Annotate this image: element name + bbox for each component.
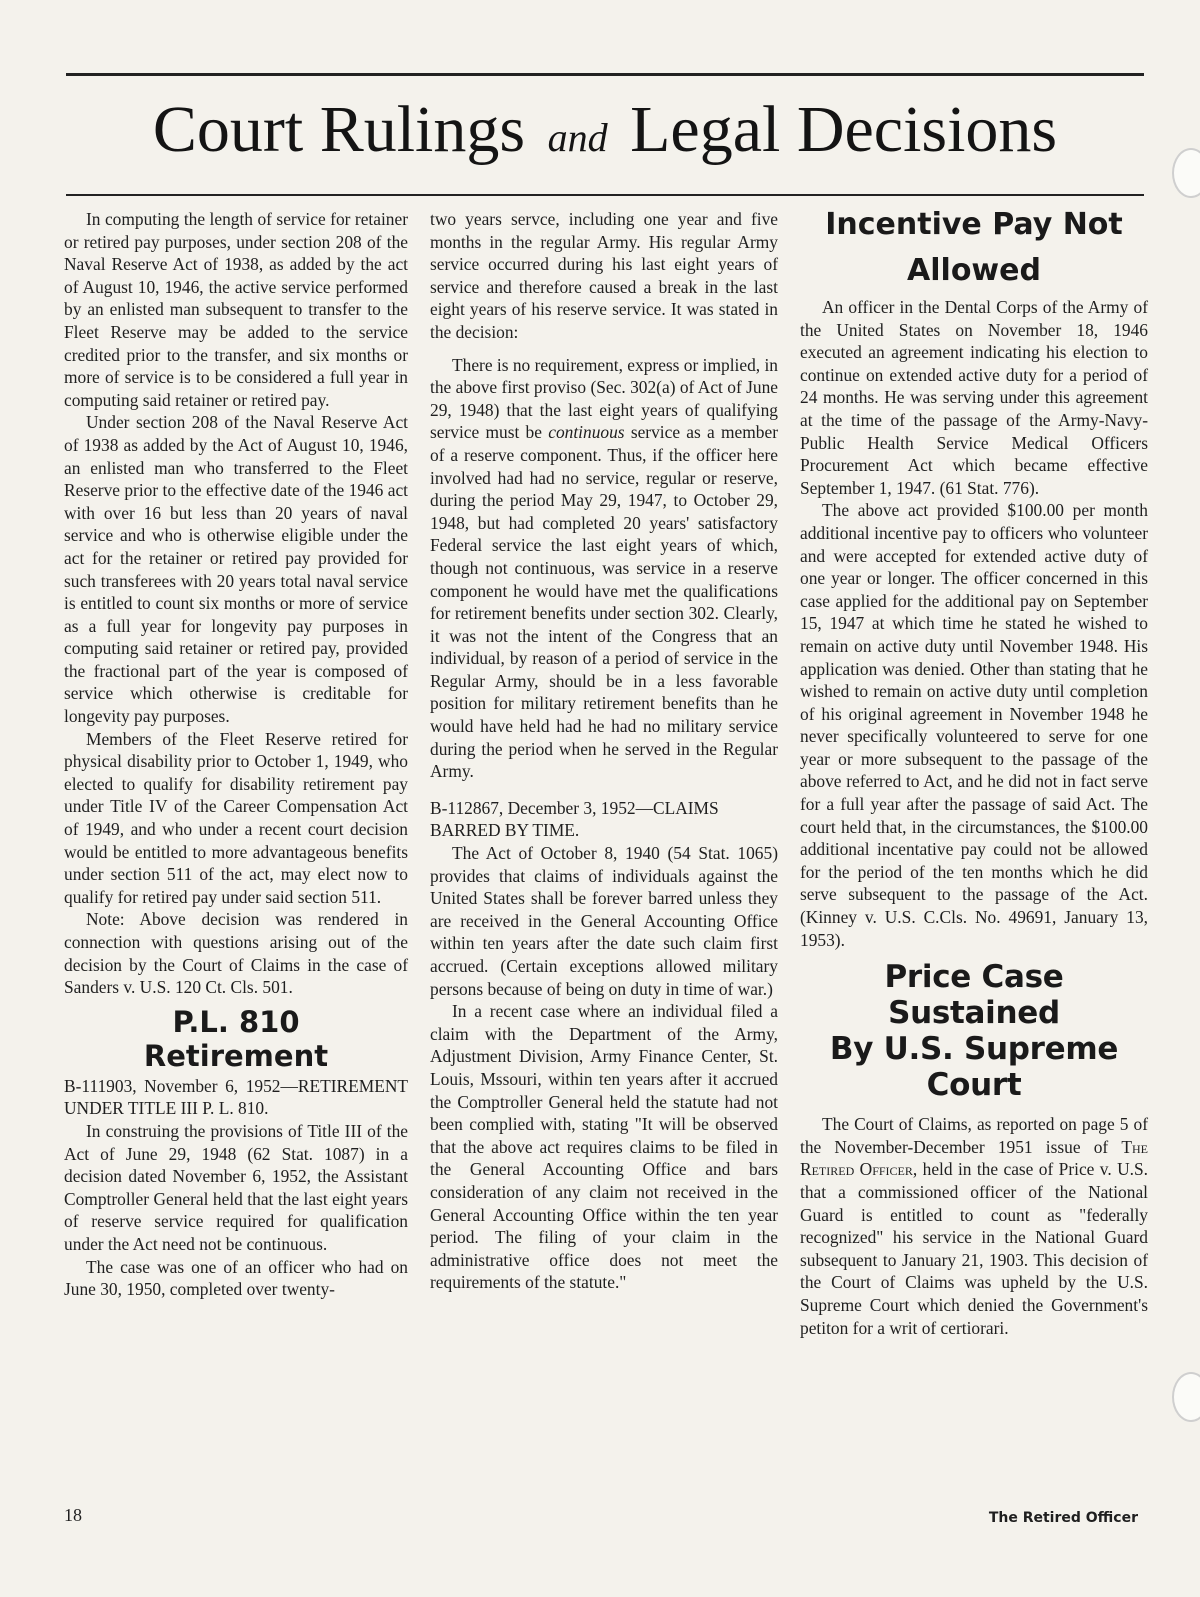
heading-line: Allowed: [907, 253, 1041, 288]
paragraph: The above act provided $100.00 per month additional incentive pay to officers who volunteer and were accepted for extended active duty of one year or longer. The officer concerned in this case applied for the additional pay on September 15, 1947 at which time he stated he wished to remain on active duty until November 1948. His application was denied. Other than stating that he wished to remain on active duty until completion of his original agreement in November 1948 he never specifically volunteered to serve for one year or more subsequent to the passage of the above referred to Act, and he did not in fact serve for a full year after the passage of said Act. The court held that, in the circumstances, the $100.00 additional incentative pay could not be allowed for the period of the ten months which he did serve subsequent to the passage of the Act. (Kinney v. U.S. C.Cls. No. 49691, January 13, 1953).: [800, 500, 1148, 950]
page-number: 18: [64, 1505, 82, 1525]
heading-line: By U.S. Supreme Court: [829, 1031, 1119, 1104]
paragraph: Members of the Fleet Reserve retired for physical disability prior to October 1, 1949, who elected to qualify for disability retirement pay under Title IV of the Career Compensation Act of 1949, and who under a recent court decision would be entitled to more advantageous benefits under section 511 of the act, may elect now to qualify for retired pay under said section 511.: [64, 728, 408, 907]
heading-line: P.L. 810: [172, 1004, 300, 1039]
case-reference: B-111903, November 6, 1952—RETIREMENT UNDER TITLE III P. L. 810.: [64, 1075, 408, 1119]
paragraph: Note: Above decision was rendered in connection with questions arising out of the decision by the Court of Claims in the case of Sanders v. U.S. 120 Ct. Cls. 501.: [64, 909, 408, 998]
title-and: and: [547, 115, 608, 160]
column-2: [430, 208, 778, 1294]
title-part-2: Legal Decisions: [630, 93, 1058, 166]
top-rule: [66, 73, 1144, 76]
paragraph: The case was one of an officer who had on June 30, 1950, completed over twenty-: [64, 1256, 408, 1300]
paragraph: In computing the length of service for retainer or retired pay purposes, under section 208 of the Naval Reserve Act of 1938, as added by the act of August 10, 1946, the active service performed by an enlisted man subsequent to transfer to the Fleet Reserve may be added to the service credited prior to the transfer, and six months or more of service is to be considered a full year in computing said retainer or retired pay.: [64, 209, 408, 410]
paragraph: two years servce, including one year and five months in the regular Army. His regular Army service occurred during his last eight years of service and therefore caused a break in the last eight years of his reserve service. It was stated in the decision:: [430, 209, 778, 342]
paragraph-text: The Court of Claims, as reported on page 5 of the November-December 1951 issue of: [800, 1114, 1148, 1157]
paragraph: Under section 208 of the Naval Reserve Act of 1938 as added by the Act of August 10, 1946, an enlisted man who transferred to the Fleet Reserve prior to the effective date of the 1946 act with over 16 but less than 20 years of naval service and who is otherwise eligible under the act for the retainer or retired pay provided for such transferees with 20 years total naval service is entitled to count six months or more of service as a full year for longevity pay purposes in computing said retainer or retired pay, provided the fractional part of the year is composed of service which otherwise is creditable for longevity pay purposes.: [64, 412, 408, 727]
heading-line: Retirement: [143, 1038, 329, 1073]
quote-text: service as a member of a reserve component. Thus, if the officer here involved had had no service, regular or reserve, during the period May 29, 1947, to October 29, 1948, but had completed 20 years' satisfactory Federal service the last eight years of which, though not continuous, was service in a reserve component he would have met the qualifications for retirement benefits under section 302. Clearly, it was not the intent of the Congress that an individual, by reason of a period of service in the Regular Army, should be in a less favorable position for military retirement benefits than he would have held had he had no military service during the period when he served in the Regular Army.: [430, 422, 778, 782]
footer-magazine-title: The Retired Officer: [988, 1510, 1138, 1526]
paragraph: An officer in the Dental Corps of the Army of the United States on November 18, 1946 executed an agreement indicating his election to continue on extended active duty for a period of 24 months. He was serving under this agreement at the time of the passage of the Army-Navy-Public Health Service Medical Officers Procurement Act which became effective September 1, 1947. (61 Stat. 776).: [800, 297, 1148, 498]
paragraph: The Act of October 8, 1940 (54 Stat. 1065) provides that claims of individuals against the United States shall be forever barred unless they are received in the General Accounting Office within ten years after the date such claim first accrued. (Certain exceptions allowed military persons because of being on duty in time of war.): [430, 843, 778, 999]
page-title: [66, 88, 1144, 180]
title-rule: [66, 194, 1144, 196]
paragraph: In a recent case where an individual filed a claim with the Department of the Army, Adjustment Division, Army Finance Center, St. Louis, Mssouri, within ten years after it accrued the Comptroller General held the statute had not been complied with, stating "It will be observed that the above act requires claims to be filed in the General Accounting Office and bars consideration of any claim not received in the General Accounting Office within the ten year period. The filing of your claim in the administrative office does not meet the requirements of the statute.": [430, 1001, 778, 1293]
paragraph-text: , held in the case of Price v. U.S. that a commissioned officer of the National Guard is entitled to count as "federally recognized" his service in the National Guard subsequent to January 21, 1903. This decision of the Court of Claims was upheld by the U.S. Supreme Court which denied the Government's petiton for a writ of certiorari.: [800, 1159, 1148, 1338]
column-1: [64, 208, 408, 1301]
quote-text: There is no requirement, express or implied, in the above first proviso (Sec. 302(a) of Act of June 29, 1948) that the last eight years of qualifying service must be: [430, 354, 778, 443]
paragraph: [800, 1113, 1148, 1339]
paragraph: In construing the provisions of Title III of the Act of June 29, 1948 (62 Stat. 1087) in a decision dated November 6, 1952, the Assistant Comptroller General held that the last eight years of reserve service required for qualification under the Act need not be continuous.: [64, 1120, 408, 1254]
heading-line: Price Case Sustained: [884, 959, 1064, 1032]
binder-hole: [1172, 148, 1200, 198]
column-3: [800, 208, 1148, 1339]
magazine-name: The Retired Officer: [800, 1136, 1148, 1180]
quote-emphasis: continuous: [548, 422, 625, 443]
section-heading-incentive-pay: [800, 202, 1148, 294]
heading-line: Incentive Pay Not: [825, 207, 1123, 242]
quoted-decision: [430, 354, 778, 783]
section-heading-price-case: [800, 959, 1148, 1103]
case-reference: B-112867, December 3, 1952—CLAIMS BARRED BY TIME.: [430, 797, 719, 841]
section-heading-pl810: [64, 1005, 408, 1073]
title-part-1: Court Rulings: [152, 93, 526, 166]
binder-hole: [1172, 1372, 1200, 1422]
